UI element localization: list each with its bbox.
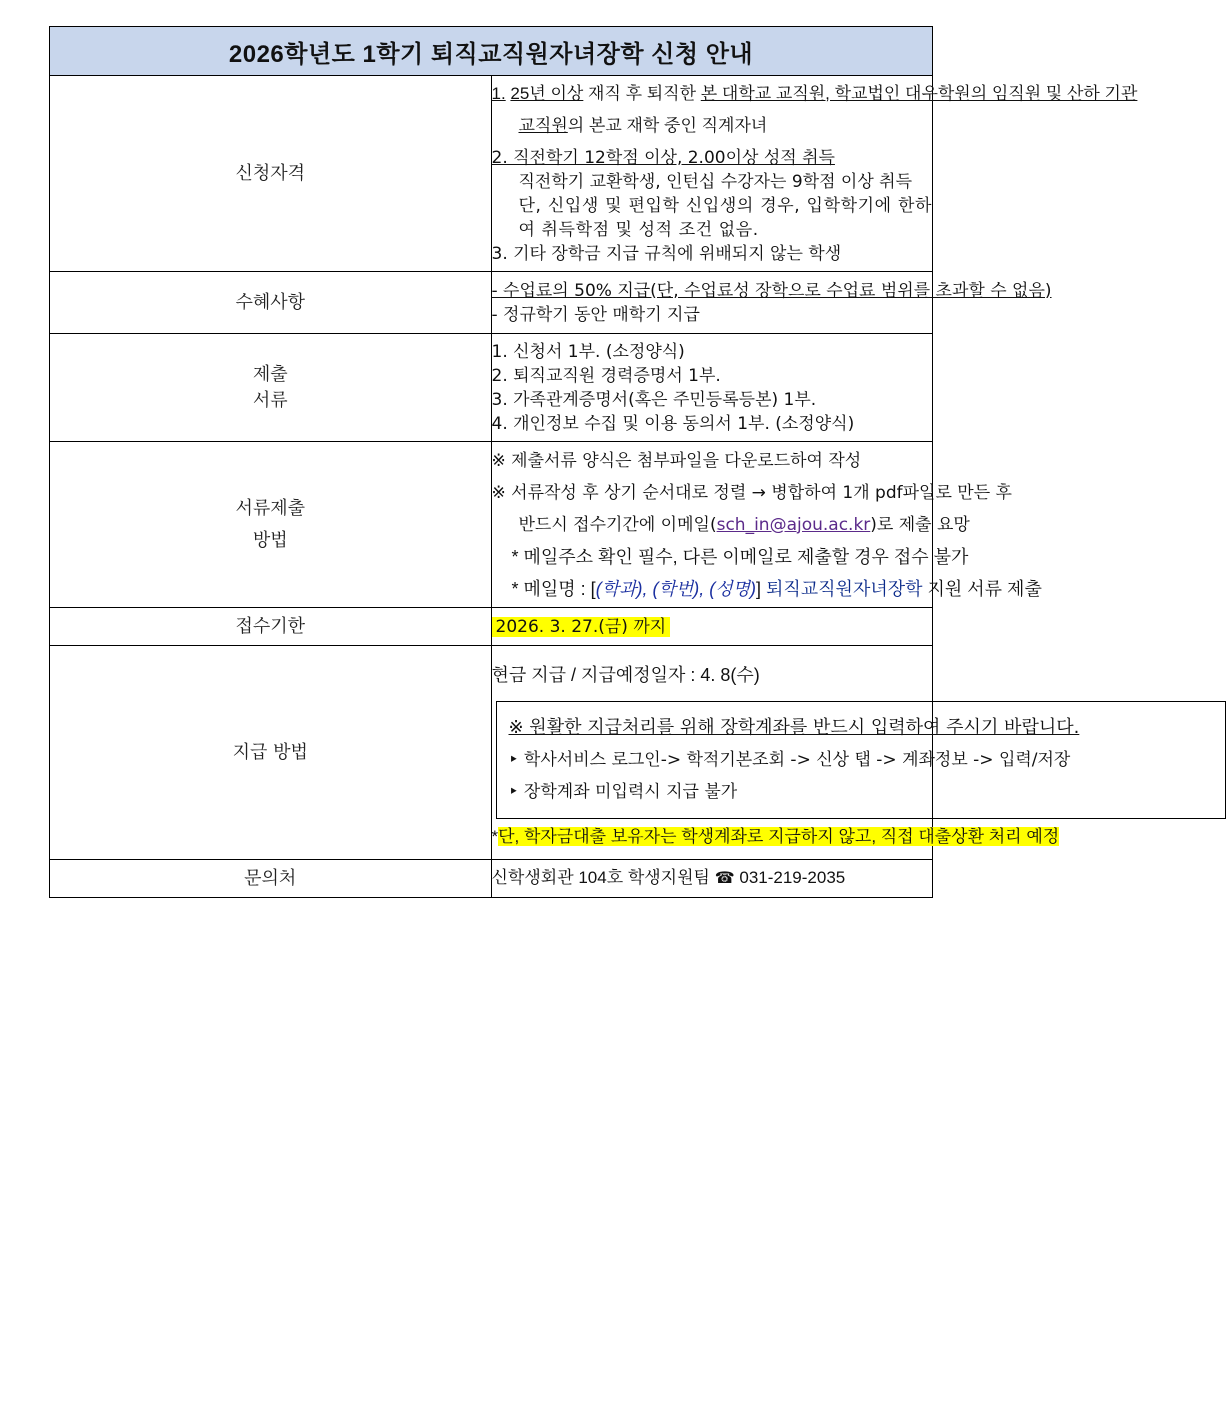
contact-label: 문의처 [50,860,492,898]
account-notice: ※ 원활한 지급처리를 위해 장학계좌를 반드시 입력하여 주시기 바랍니다. [508,716,1080,738]
deadline-label: 접수기한 [50,608,492,646]
item1-years: 25년 이상 [510,83,584,103]
item2-text: 2. 직전학기 12학점 이상, 2.00이상 성적 취득 [491,147,835,168]
submission-line-1: ※ 제출서류 양식은 첨부파일을 다운로드하여 작성 [491,450,862,471]
submission-line-2: ※ 서류작성 후 상기 순서대로 정렬 → 병합하여 1개 pdf파일로 만든 후 [491,482,1012,503]
payment-label: 지급 방법 [50,646,492,860]
item1-staff: 교직원 [518,115,568,135]
submission-label [50,442,492,608]
documents-label-2: 서류 [252,389,288,411]
submission-row [50,442,933,608]
payment-note-star: * [491,826,499,846]
item1-rest: 의 본교 재학 중인 직계자녀 [567,115,768,135]
item1-scope: 본 대학교 교직원, 학교법인 대우학원의 임직원 및 산하 기관 [700,83,1138,103]
contact-row [50,860,933,898]
eligibility-content [491,76,1138,272]
mail-subject-suffix: 지원 서류 제출 [922,578,1042,599]
notice-table [49,26,1138,898]
account-unregistered: ‣ 장학계좌 미입력시 지급 불가 [508,781,738,802]
document-item: 3. 가족관계증명서(혹은 주민등록등본) 1부. [491,389,817,410]
benefit-row [50,272,933,334]
eligibility-row [50,76,933,272]
documents-label-1: 제출 [252,363,288,385]
payment-line-1: 현금 지급 / 지급예정일자 : 4. 8(수) [491,664,760,685]
contact-content [491,860,933,898]
eligibility-item-2-sub1: 직전학기 교환학생, 인턴십 수강자는 9학점 이상 취득 [518,171,913,192]
submission-label-2: 방법 [252,529,288,551]
email-link[interactable]: sch_in@ajou.ac.kr [716,514,871,535]
contact-text: 신학생회관 104호 학생지원팀 [491,868,710,887]
eligibility-item-3: 3. 기타 장학금 지급 규칙에 위배되지 않는 학생 [491,243,842,264]
eligibility-label: 신청자격 [50,76,492,272]
benefit-content [491,272,1052,334]
payment-note [491,825,1060,849]
deadline-row [50,608,933,646]
title-row [50,27,933,76]
eligibility-item-1-cont [492,114,933,138]
eligibility-item-2-sub2: 단, 신입생 및 편입학 신입생의 경우, 입학학기에 한하여 취득학점 및 성적 조건 없음. [518,195,932,240]
submission-line-4: * 메일주소 확인 필수, 다른 이메일로 제출할 경우 접수 불가 [511,546,969,567]
telephone-icon: ☎ [714,870,735,887]
submission-line-3-a: 반드시 접수기간에 이메일( [518,514,717,535]
documents-content [491,334,933,442]
submission-content [491,442,1042,608]
submission-line-5 [492,573,1042,605]
page-title: 2026학년도 1학기 퇴직교직원자녀장학 신청 안내 [50,27,933,76]
benefit-line-2: - 정규학기 동안 매학기 지급 [491,304,700,325]
eligibility-item-1 [491,82,1138,106]
account-notice-box [496,701,1226,819]
item1-number: 1. [491,83,506,103]
eligibility-item-2 [492,146,933,170]
payment-row [50,646,933,860]
benefit-label: 수혜사항 [50,272,492,334]
documents-label [50,334,492,442]
account-path: ‣ 학사서비스 로그인-> 학적기본조회 -> 신상 탭 -> 계좌정보 -> 입력/저장 [508,749,1071,770]
mail-subject-prefix: * 메일명 : [ [511,578,596,599]
submission-line-3-b: )로 제출 요망 [870,514,970,535]
deadline-value: 2026. 3. 27.(금) 까지 [492,617,671,637]
documents-row [50,334,933,442]
submission-line-3 [492,509,970,541]
benefit-line-1: - 수업료의 50% 지급(단, 수업료성 장학으로 수업료 범위를 초과할 수 없음) [491,280,1052,301]
submission-label-1: 서류제출 [235,497,306,519]
item1-text: 재직 후 퇴직한 [583,83,701,103]
mail-subject-scholarship: 퇴직교직원자녀장학 [766,578,923,599]
document-item: 2. 퇴직교직원 경력증명서 1부. [491,365,721,386]
deadline-content [491,608,933,646]
document-item: 1. 신청서 1부. (소정양식) [491,341,685,362]
mail-subject-bracket: ] [755,578,766,599]
contact-phone: 031-219-2035 [739,868,846,887]
payment-content [491,646,1080,860]
payment-note-text: 단, 학자금대출 보유자는 학생계좌로 지급하지 않고, 직접 대출상환 처리 예정 [498,826,1060,846]
document-item: 4. 개인정보 수집 및 이용 동의서 1부. (소정양식) [491,413,855,434]
mail-subject-fields: (학과), (학번), (성명) [595,578,756,599]
